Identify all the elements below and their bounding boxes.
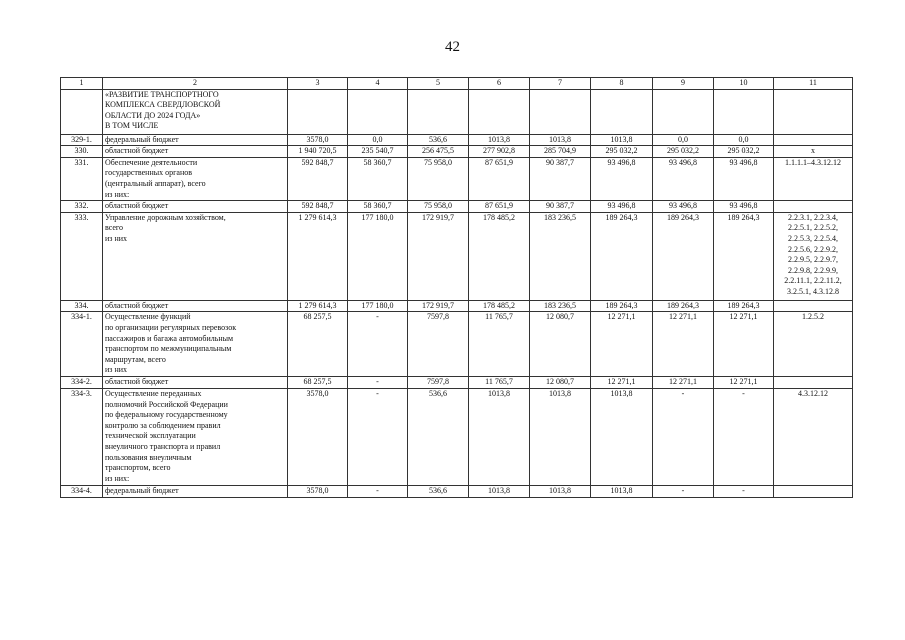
value-col10: 93 496,8 [714,157,774,200]
value-col9: - [653,388,714,485]
value-total: 68 257,5 [288,377,348,389]
row-number: 331. [61,157,103,200]
table-row [61,134,853,146]
target-indicators [774,485,853,497]
row-number: 334-3. [61,388,103,485]
value-col10: 189 264,3 [714,212,774,300]
value-col7: 183 236,5 [530,300,591,312]
value-col4: - [348,312,408,377]
value-col4: - [348,388,408,485]
table-row [61,146,853,158]
value-total: 592 848,7 [288,157,348,200]
value-col10: 12 271,1 [714,377,774,389]
value-col4: - [348,377,408,389]
row-number: 334-1. [61,312,103,377]
value-col9: 93 496,8 [653,157,714,200]
value-col8: 93 496,8 [591,201,653,213]
table-row [61,89,853,134]
value-col4 [348,89,408,134]
value-col10: - [714,485,774,497]
target-indicators [774,89,853,134]
value-col6: 1013,8 [469,485,530,497]
target-indicators: 1.1.1.1–4.3.12.12 [774,157,853,200]
value-col9: 12 271,1 [653,377,714,389]
value-col5: 536,6 [408,388,469,485]
target-indicators [774,201,853,213]
target-indicators [774,300,853,312]
value-col9: 0,0 [653,134,714,146]
value-col5 [408,89,469,134]
value-col9: 12 271,1 [653,312,714,377]
table-row [61,212,853,300]
row-number: 332. [61,201,103,213]
target-indicators: 4.3.12.12 [774,388,853,485]
value-col9 [653,89,714,134]
row-name: областной бюджет [103,201,288,213]
target-indicators [774,134,853,146]
target-indicators [774,377,853,389]
table-row [61,388,853,485]
value-col4: 58 360,7 [348,157,408,200]
header-cell: 8 [591,78,653,90]
value-col7: 90 387,7 [530,157,591,200]
target-indicators: 2.2.3.1, 2.2.3.4, 2.2.5.1, 2.2.5.2, 2.2.5.3, 2.2.5.4, 2.2.5.6, 2.2.9.2, 2.2.9.5, 2.2.9.7, 2.2.9.8, 2.2.9.9, 2.2.11.1, 2.2.11.2, 3.2.5.1, 4.3.12.8 [774,212,853,300]
value-col10: 189 264,3 [714,300,774,312]
target-indicators: 1.2.5.2 [774,312,853,377]
value-total [288,89,348,134]
value-col6: 178 485,2 [469,212,530,300]
value-col5: 7597,8 [408,312,469,377]
value-col8: 12 271,1 [591,377,653,389]
value-col5: 75 958,0 [408,157,469,200]
value-col7: 90 387,7 [530,201,591,213]
value-total: 3578,0 [288,388,348,485]
value-col10: 93 496,8 [714,201,774,213]
value-col5: 256 475,5 [408,146,469,158]
value-col5: 536,6 [408,134,469,146]
value-col6: 178 485,2 [469,300,530,312]
row-name: областной бюджет [103,377,288,389]
value-col6: 87 651,9 [469,157,530,200]
row-name: Осуществление функций по организации регулярных перевозок пассажиров и багажа автомобильным транспортом по межмуниципальным маршрутам, всего из них [103,312,288,377]
table-row [61,312,853,377]
row-number [61,89,103,134]
value-col8: 1013,8 [591,388,653,485]
row-name: областной бюджет [103,300,288,312]
value-total: 1 279 614,3 [288,212,348,300]
value-col7: 183 236,5 [530,212,591,300]
header-cell: 3 [288,78,348,90]
value-col5: 172 919,7 [408,300,469,312]
value-col6: 11 765,7 [469,312,530,377]
value-col9: - [653,485,714,497]
value-col6 [469,89,530,134]
value-total: 592 848,7 [288,201,348,213]
value-col7: 1013,8 [530,485,591,497]
value-col6: 277 902,8 [469,146,530,158]
value-col4: 235 540,7 [348,146,408,158]
table-row [61,201,853,213]
value-col10: 0,0 [714,134,774,146]
value-col4: 177 180,0 [348,212,408,300]
value-total: 3578,0 [288,134,348,146]
row-name: федеральный бюджет [103,485,288,497]
value-col8: 93 496,8 [591,157,653,200]
value-col5: 75 958,0 [408,201,469,213]
row-number: 329-1. [61,134,103,146]
row-number: 334. [61,300,103,312]
value-col8: 1013,8 [591,134,653,146]
header-cell: 6 [469,78,530,90]
table-row [61,377,853,389]
value-col7: 1013,8 [530,134,591,146]
value-col9: 189 264,3 [653,300,714,312]
page-number: 42 [445,39,460,55]
value-col6: 1013,8 [469,134,530,146]
header-cell: 5 [408,78,469,90]
value-total: 1 940 720,5 [288,146,348,158]
row-name: «РАЗВИТИЕ ТРАНСПОРТНОГО КОМПЛЕКСА СВЕРДЛОВСКОЙ ОБЛАСТИ ДО 2024 ГОДА» В ТОМ ЧИСЛЕ [103,89,288,134]
value-total: 3578,0 [288,485,348,497]
value-col6: 11 765,7 [469,377,530,389]
value-col7: 285 704,9 [530,146,591,158]
table-row [61,157,853,200]
value-total: 68 257,5 [288,312,348,377]
value-col8: 1013,8 [591,485,653,497]
value-col4: - [348,485,408,497]
value-col8: 295 032,2 [591,146,653,158]
header-cell: 7 [530,78,591,90]
value-col7: 12 080,7 [530,377,591,389]
header-cell: 1 [61,78,103,90]
row-name: Осуществление переданных полномочий Российской Федерации по федеральному государственному контролю за соблюдением правил технической эксплуатации внеуличного транспорта и правил пользования внеуличным транспортом, всего из них: [103,388,288,485]
row-name: областной бюджет [103,146,288,158]
value-col9: 93 496,8 [653,201,714,213]
value-col10: 12 271,1 [714,312,774,377]
value-col10 [714,89,774,134]
value-col8: 189 264,3 [591,300,653,312]
row-number: 334-4. [61,485,103,497]
row-name: федеральный бюджет [103,134,288,146]
value-col10: 295 032,2 [714,146,774,158]
value-col6: 1013,8 [469,388,530,485]
header-cell: 9 [653,78,714,90]
budget-table [60,77,853,498]
value-col6: 87 651,9 [469,201,530,213]
value-col10: - [714,388,774,485]
value-col4: 177 180,0 [348,300,408,312]
value-col4: 58 360,7 [348,201,408,213]
value-col8: 189 264,3 [591,212,653,300]
value-col4: 0,0 [348,134,408,146]
header-cell: 11 [774,78,853,90]
value-col9: 295 032,2 [653,146,714,158]
row-name: Обеспечение деятельности государственных органов (центральный аппарат), всего из них: [103,157,288,200]
value-total: 1 279 614,3 [288,300,348,312]
row-name: Управление дорожным хозяйством, всего из них [103,212,288,300]
header-cell: 10 [714,78,774,90]
header-row [61,78,853,90]
value-col5: 7597,8 [408,377,469,389]
table-row [61,485,853,497]
table-row [61,300,853,312]
value-col7 [530,89,591,134]
value-col8 [591,89,653,134]
value-col5: 172 919,7 [408,212,469,300]
value-col5: 536,6 [408,485,469,497]
row-number: 333. [61,212,103,300]
header-cell: 2 [103,78,288,90]
row-number: 334-2. [61,377,103,389]
value-col7: 12 080,7 [530,312,591,377]
row-number: 330. [61,146,103,158]
header-cell: 4 [348,78,408,90]
target-indicators: х [774,146,853,158]
value-col8: 12 271,1 [591,312,653,377]
value-col9: 189 264,3 [653,212,714,300]
value-col7: 1013,8 [530,388,591,485]
